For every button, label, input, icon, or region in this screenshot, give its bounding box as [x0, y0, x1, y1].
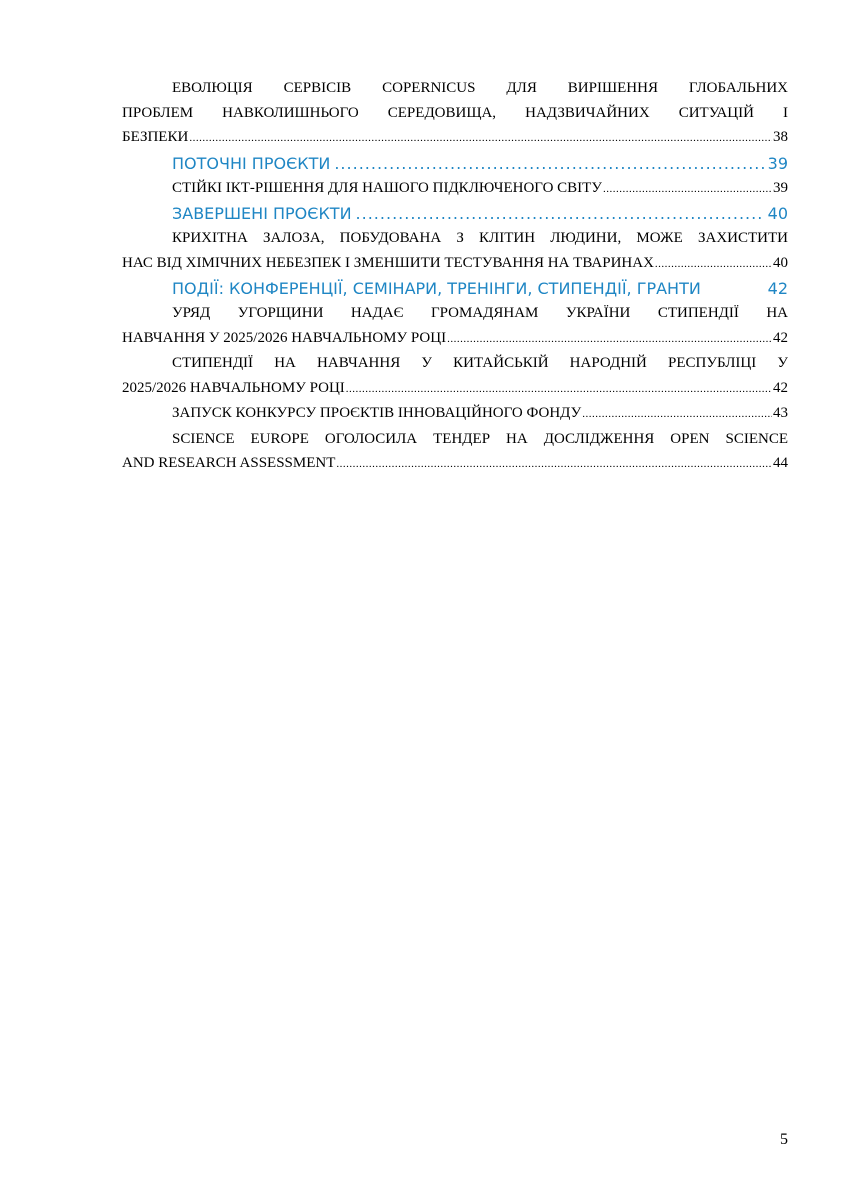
- dot-leader: [356, 201, 764, 226]
- toc-entry-text: 2025/2026 НАВЧАЛЬНОМУ РОЦІ: [122, 379, 345, 396]
- toc-page-number: 43: [773, 405, 788, 421]
- toc-entry-text: КРИХІТНА ЗАЛОЗА, ПОБУДОВАНА З КЛІТИН ЛЮДИНИ, МОЖЕ ЗАХИСТИТИ: [172, 230, 788, 246]
- toc-section-heading[interactable]: [122, 201, 788, 226]
- toc-entry[interactable]: [122, 427, 788, 477]
- dot-leader: [655, 252, 772, 277]
- toc-page-number: 42: [767, 279, 788, 298]
- toc-entry-text: ПРОБЛЕМ НАВКОЛИШНЬОГО СЕРЕДОВИЩА, НАДЗВИЧАЙНИХ СИТУАЦІЙ І: [122, 104, 788, 121]
- toc-entry[interactable]: [122, 351, 788, 401]
- toc-section-heading[interactable]: [122, 151, 788, 176]
- toc-entry-text: СТИПЕНДІЇ НА НАВЧАННЯ У КИТАЙСЬКІЙ НАРОДНІЙ РЕСПУБЛІЦІ У: [172, 355, 788, 371]
- toc-entry-text: AND RESEARCH ASSESSMENT: [122, 455, 336, 471]
- toc-entry[interactable]: [122, 401, 788, 427]
- toc-entry-text: БЕЗПЕКИ: [122, 129, 189, 145]
- toc-section-title: ЗАВЕРШЕНІ ПРОЄКТИ: [172, 204, 352, 223]
- toc-page-number: 38: [773, 129, 788, 145]
- toc-entry[interactable]: [122, 226, 788, 276]
- toc-page-number: 39: [773, 179, 788, 196]
- toc-section-title: ПОДІЇ: КОНФЕРЕНЦІЇ, СЕМІНАРИ, ТРЕНІНГИ, СТИПЕНДІЇ, ГРАНТИ: [172, 279, 701, 298]
- toc-entry-text: ЗАПУСК КОНКУРСУ ПРОЄКТІВ ІННОВАЦІЙНОГО ФОНДУ: [172, 405, 582, 421]
- toc-section-heading[interactable]: [122, 276, 788, 301]
- toc-entry[interactable]: [122, 301, 788, 351]
- toc-entry-text: СТІЙКІ ІКТ-РІШЕННЯ ДЛЯ НАШОГО ПІДКЛЮЧЕНОГО СВІТУ: [172, 179, 602, 196]
- dot-leader: [582, 402, 772, 427]
- toc-entry-text: УРЯД УГОРЩИНИ НАДАЄ ГРОМАДЯНАМ УКРАЇНИ СТИПЕНДІЇ НА: [172, 305, 788, 321]
- dot-leader: [346, 377, 772, 402]
- dot-leader: [189, 126, 772, 151]
- toc-entry-text: SCIENCE EUROPE ОГОЛОСИЛА ТЕНДЕР НА ДОСЛІДЖЕННЯ OPEN SCIENCE: [172, 430, 788, 447]
- dot-leader: [447, 327, 772, 352]
- dot-leader: [336, 452, 772, 477]
- toc-page-number: 44: [773, 455, 788, 471]
- toc-entry-text: ЕВОЛЮЦІЯ СЕРВІСІВ COPERNICUS ДЛЯ ВИРІШЕННЯ ГЛОБАЛЬНИХ: [172, 80, 788, 96]
- table-of-contents: [122, 76, 788, 477]
- toc-page-number: 39: [767, 153, 788, 173]
- toc-page-number: 40: [767, 204, 788, 223]
- dot-leader: [603, 177, 772, 202]
- toc-page-number: 40: [773, 254, 788, 271]
- toc-entry[interactable]: [122, 176, 788, 202]
- dot-leader: [334, 151, 763, 176]
- toc-entry-text: НАВЧАННЯ У 2025/2026 НАВЧАЛЬНОМУ РОЦІ: [122, 329, 447, 346]
- page-number: 5: [780, 1131, 788, 1148]
- toc-entry[interactable]: [122, 76, 788, 151]
- toc-entry-text: НАС ВІД ХІМІЧНИХ НЕБЕЗПЕК І ЗМЕНШИТИ ТЕСТУВАННЯ НА ТВАРИНАХ: [122, 254, 654, 271]
- toc-page-number: 42: [773, 379, 788, 396]
- toc-page-number: 42: [773, 329, 788, 346]
- toc-section-title: ПОТОЧНІ ПРОЄКТИ: [172, 153, 331, 173]
